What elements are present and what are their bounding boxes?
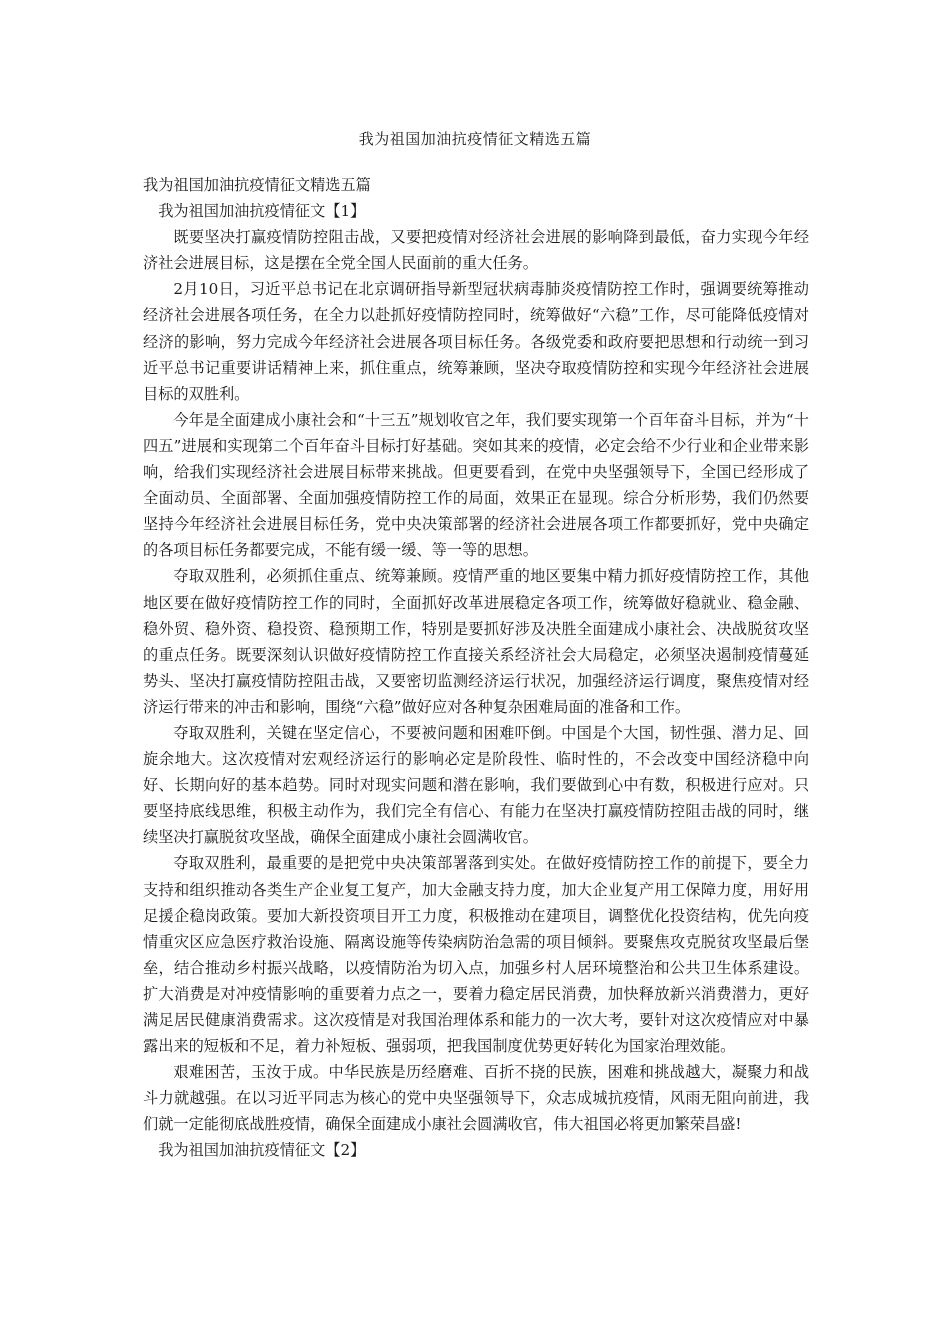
paragraph-7: 艰难困苦，玉汝于成。中华民族是历经磨难、百折不挠的民族，困难和挑战越大，凝聚力和战斗力就越强。在以习近平同志为核心的党中央坚强领导下，众志成城抗疫情，风雨无阻向前进，我们就一定能彻底战胜疫情，确保全面建成小康社会圆满收官，伟大祖国必将更加繁荣昌盛! xyxy=(143,1063,809,1134)
document-body xyxy=(143,172,809,1164)
section-1-title: 我为祖国加油抗疫情征文【1】 xyxy=(158,202,366,221)
paragraph-5: 夺取双胜利，关键在坚定信心，不要被问题和困难吓倒。中国是个大国，韧性强、潜力足、回旋余地大。这次疫情对宏观经济运行的影响必定是阶段性、临时性的，不会改变中国经济稳中向好、长期向好的基本趋势。同时对现实问题和潜在影响，我们要做到心中有数，积极进行应对。只要坚持底线思维，积极主动作为，我们完全有信心、有能力在坚决打赢疫情防控阻击战的同时，继续坚决打赢脱贫攻坚战，确保全面建成小康社会圆满收官。 xyxy=(143,723,809,847)
paragraph-3: 今年是全面建成小康社会和“十三五”规划收官之年，我们要实现第一个百年奋斗目标，并为“十四五”进展和实现第二个百年奋斗目标打好基础。突如其来的疫情，必定会给不少行业和企业带来影响，给我们实现经济社会进展目标带来挑战。但更要看到，在党中央坚强领导下，全国已经形成了全面动员、全面部署、全面加强疫情防控工作的局面，效果正在显现。综合分析形势，我们仍然要坚持今年经济社会进展目标任务，党中央决策部署的经济社会进展各项工作都要抓好，党中央确定的各项目标任务都要完成，不能有缓一缓、等一等的思想。 xyxy=(143,410,809,560)
document-title: 我为祖国加油抗疫情征文精选五篇 xyxy=(358,130,592,148)
section-2-title: 我为祖国加油抗疫情征文【2】 xyxy=(158,1141,366,1160)
paragraph-1: 既要坚决打赢疫情防控阻击战，又要把疫情对经济社会进展的影响降到最低，奋力实现今年经济社会进展目标，这是摆在全党全国人民面前的重大任务。 xyxy=(143,228,809,273)
document-heading: 我为祖国加油抗疫情征文精选五篇 xyxy=(143,176,371,194)
paragraph-2: 2月10日，习近平总书记在北京调研指导新型冠状病毒肺炎疫情防控工作时，强调要统筹推动经济社会进展各项任务，在全力以赴抓好疫情防控同时，统筹做好“六稳”工作，尽可能降低疫情对经济的影响，努力完成今年经济社会进展各项目标任务。各级党委和政府要把思想和行动统一到习近平总书记重要讲话精神上来，抓住重点，统筹兼顾，坚决夺取疫情防控和实现今年经济社会进展目标的双胜利。 xyxy=(143,280,809,403)
paragraph-6: 夺取双胜利，最重要的是把党中央决策部署落到实处。在做好疫情防控工作的前提下，要全力支持和组织推动各类生产企业复工复产，加大金融支持力度，加大企业复产用工保障力度，用好用足援企稳岗政策。要加大新投资项目开工力度，积极推动在建项目，调整优化投资结构，优先向疫情重灾区应急医疗救治设施、隔离设施等传染病防治急需的项目倾斜。要聚焦攻克脱贫攻坚最后堡垒，结合推动乡村振兴战略，以疫情防治为切入点，加强乡村人居环境整治和公共卫生体系建设。扩大消费是对冲疫情影响的重要着力点之一，要着力稳定居民消费，加快释放新兴消费潜力，更好满足居民健康消费需求。这次疫情是对我国治理体系和能力的一次大考，要针对这次疫情应对中暴露出来的短板和不足，着力补短板、强弱项，把我国制度优势更好转化为国家治理效能。 xyxy=(143,854,809,1056)
paragraph-4: 夺取双胜利，必须抓住重点、统筹兼顾。疫情严重的地区要集中精力抓好疫情防控工作，其他地区要在做好疫情防控工作的同时，全面抓好改革进展稳定各项工作，统筹做好稳就业、稳金融、稳外贸、稳外资、稳投资、稳预期工作，特别是要抓好涉及决胜全面建成小康社会、决战脱贫攻坚的重点任务。既要深刻认识做好疫情防控工作直接关系经济社会大局稳定，必须坚决遏制疫情蔓延势头、坚决打赢疫情防控阻击战，又要密切监测经济运行状况，加强经济运行调度，聚焦疫情对经济运行带来的冲击和影响，围绕“六稳”做好应对各种复杂困难局面的准备和工作。 xyxy=(143,567,809,716)
